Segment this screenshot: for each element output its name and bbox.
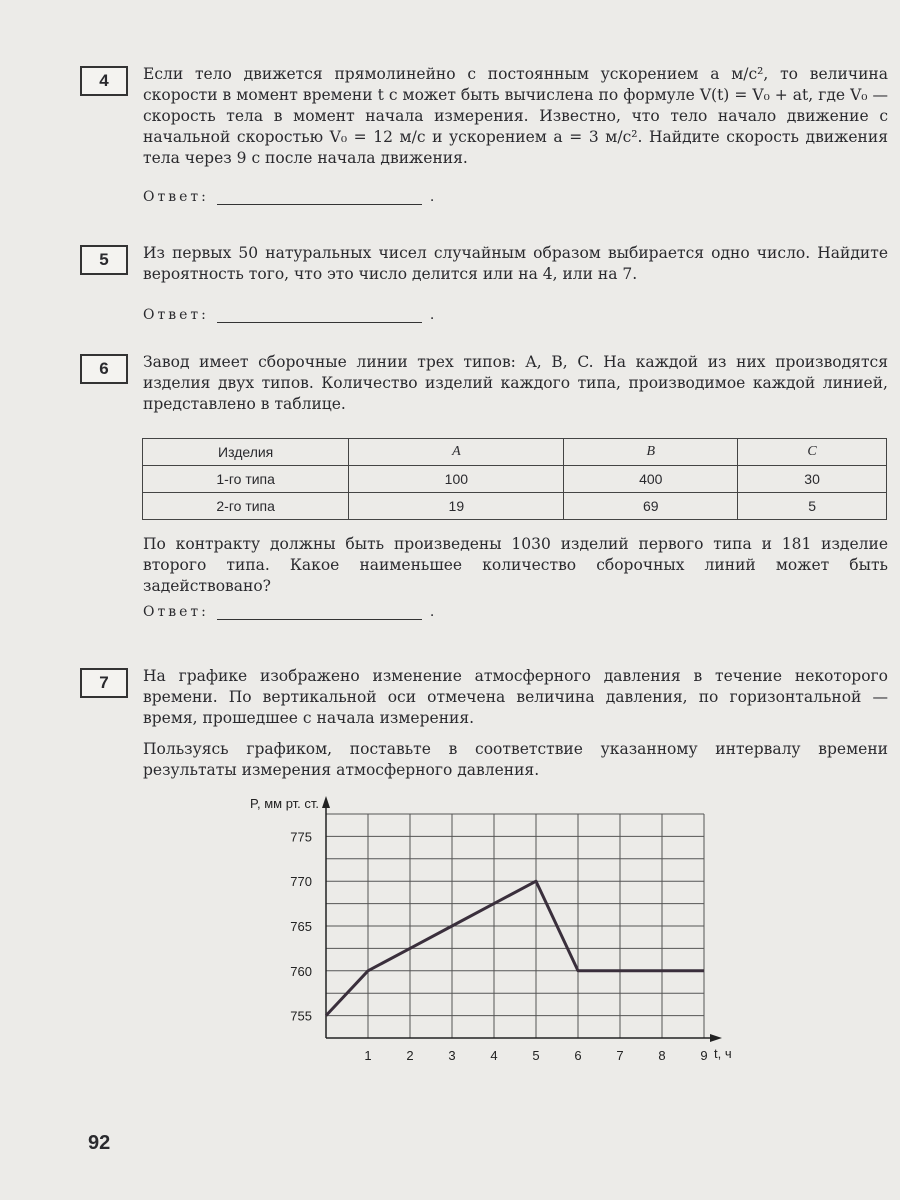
answer-field[interactable]: Ответ: . xyxy=(143,307,435,323)
table-header: Изделия xyxy=(143,439,349,466)
task-number: 6 xyxy=(80,354,128,384)
task-text: Если тело движется прямолинейно с постоянным ускорением a м/с², то величина скорости в момент времени t с может быть вычислена по формуле V(t) = V₀ + at, где V₀ — скорость тела в момент начала измерения. Известно, что тело начало движение с начальной скоростью V₀ = 12 м/с и ускорением a = 3 м/с². Найдите скорость движения тела через 9 с после начала движения. xyxy=(143,65,888,167)
table-header: C xyxy=(738,439,887,466)
x-tick-label: 7 xyxy=(616,1048,624,1063)
y-axis-arrow xyxy=(322,796,330,808)
y-axis-label: P, мм рт. ст. xyxy=(249,796,319,811)
y-tick-label: 755 xyxy=(290,1008,312,1024)
answer-label: Ответ: xyxy=(143,604,209,620)
table-row xyxy=(143,466,887,493)
y-tick-label: 770 xyxy=(290,874,312,890)
table-cell: 2-го типа xyxy=(143,493,349,520)
x-axis-arrow xyxy=(710,1034,722,1042)
table-cell: 5 xyxy=(738,493,887,520)
table-header: A xyxy=(349,439,564,466)
answer-line[interactable] xyxy=(217,605,422,620)
answer-field[interactable]: Ответ: . xyxy=(143,189,435,205)
y-tick-label: 775 xyxy=(290,829,312,845)
table-cell: 100 xyxy=(349,466,564,493)
task-number: 7 xyxy=(80,668,128,698)
table-header-row xyxy=(143,439,887,466)
task-text: Завод имеет сборочные линии трех типов: A, B, C. На каждой из них производятся изделия двух типов. Количество изделий каждого типа, производимое каждой линией, представлено в таблице. xyxy=(143,353,888,413)
task-number: 4 xyxy=(80,66,128,96)
table-header: B xyxy=(564,439,738,466)
table-row xyxy=(143,493,887,520)
answer-line[interactable] xyxy=(217,308,422,323)
x-tick-label: 5 xyxy=(532,1048,540,1063)
y-tick-label: 760 xyxy=(290,963,312,979)
table-cell: 400 xyxy=(564,466,738,493)
answer-line[interactable] xyxy=(217,190,422,205)
x-tick-label: 3 xyxy=(448,1048,456,1063)
answer-label: Ответ: xyxy=(143,307,209,323)
table-cell: 19 xyxy=(349,493,564,520)
task-number: 5 xyxy=(80,245,128,275)
x-tick-label: 2 xyxy=(406,1048,414,1063)
x-tick-label: 1 xyxy=(364,1048,372,1063)
production-table xyxy=(142,438,887,520)
task-text: На графике изображено изменение атмосферного давления в течение некоторого времени. По вертикальной оси отмечена величина давления, по горизонтальной — время, прошедшее с начала измерения. xyxy=(143,667,888,727)
answer-label: Ответ: xyxy=(143,189,209,205)
answer-field[interactable]: Ответ: . xyxy=(143,604,435,620)
pressure-line xyxy=(326,881,704,1015)
table-cell: 30 xyxy=(738,466,887,493)
x-tick-label: 8 xyxy=(658,1048,666,1063)
x-tick-label: 6 xyxy=(574,1048,582,1063)
x-tick-label: 4 xyxy=(490,1048,498,1063)
y-tick-label: 765 xyxy=(290,919,312,934)
x-axis-label: t, ч xyxy=(714,1046,732,1061)
task-text-continued: По контракту должны быть произведены 1030 изделий первого типа и 181 изделие второго типа. Какое наименьшее количество сборочных линий может быть задействовано? xyxy=(143,535,888,595)
table-cell: 69 xyxy=(564,493,738,520)
task-text: Из первых 50 натуральных чисел случайным образом выбирается одно число. Найдите вероятность того, что это число делится или на 4, или на 7. xyxy=(143,244,888,283)
page-number: 92 xyxy=(88,1132,111,1154)
task-text-continued: Пользуясь графиком, поставьте в соответствие указанному интервалу времени результаты измерения атмосферного давления. xyxy=(143,740,888,779)
x-tick-label: 9 xyxy=(700,1048,708,1063)
table-cell: 1-го типа xyxy=(143,466,349,493)
